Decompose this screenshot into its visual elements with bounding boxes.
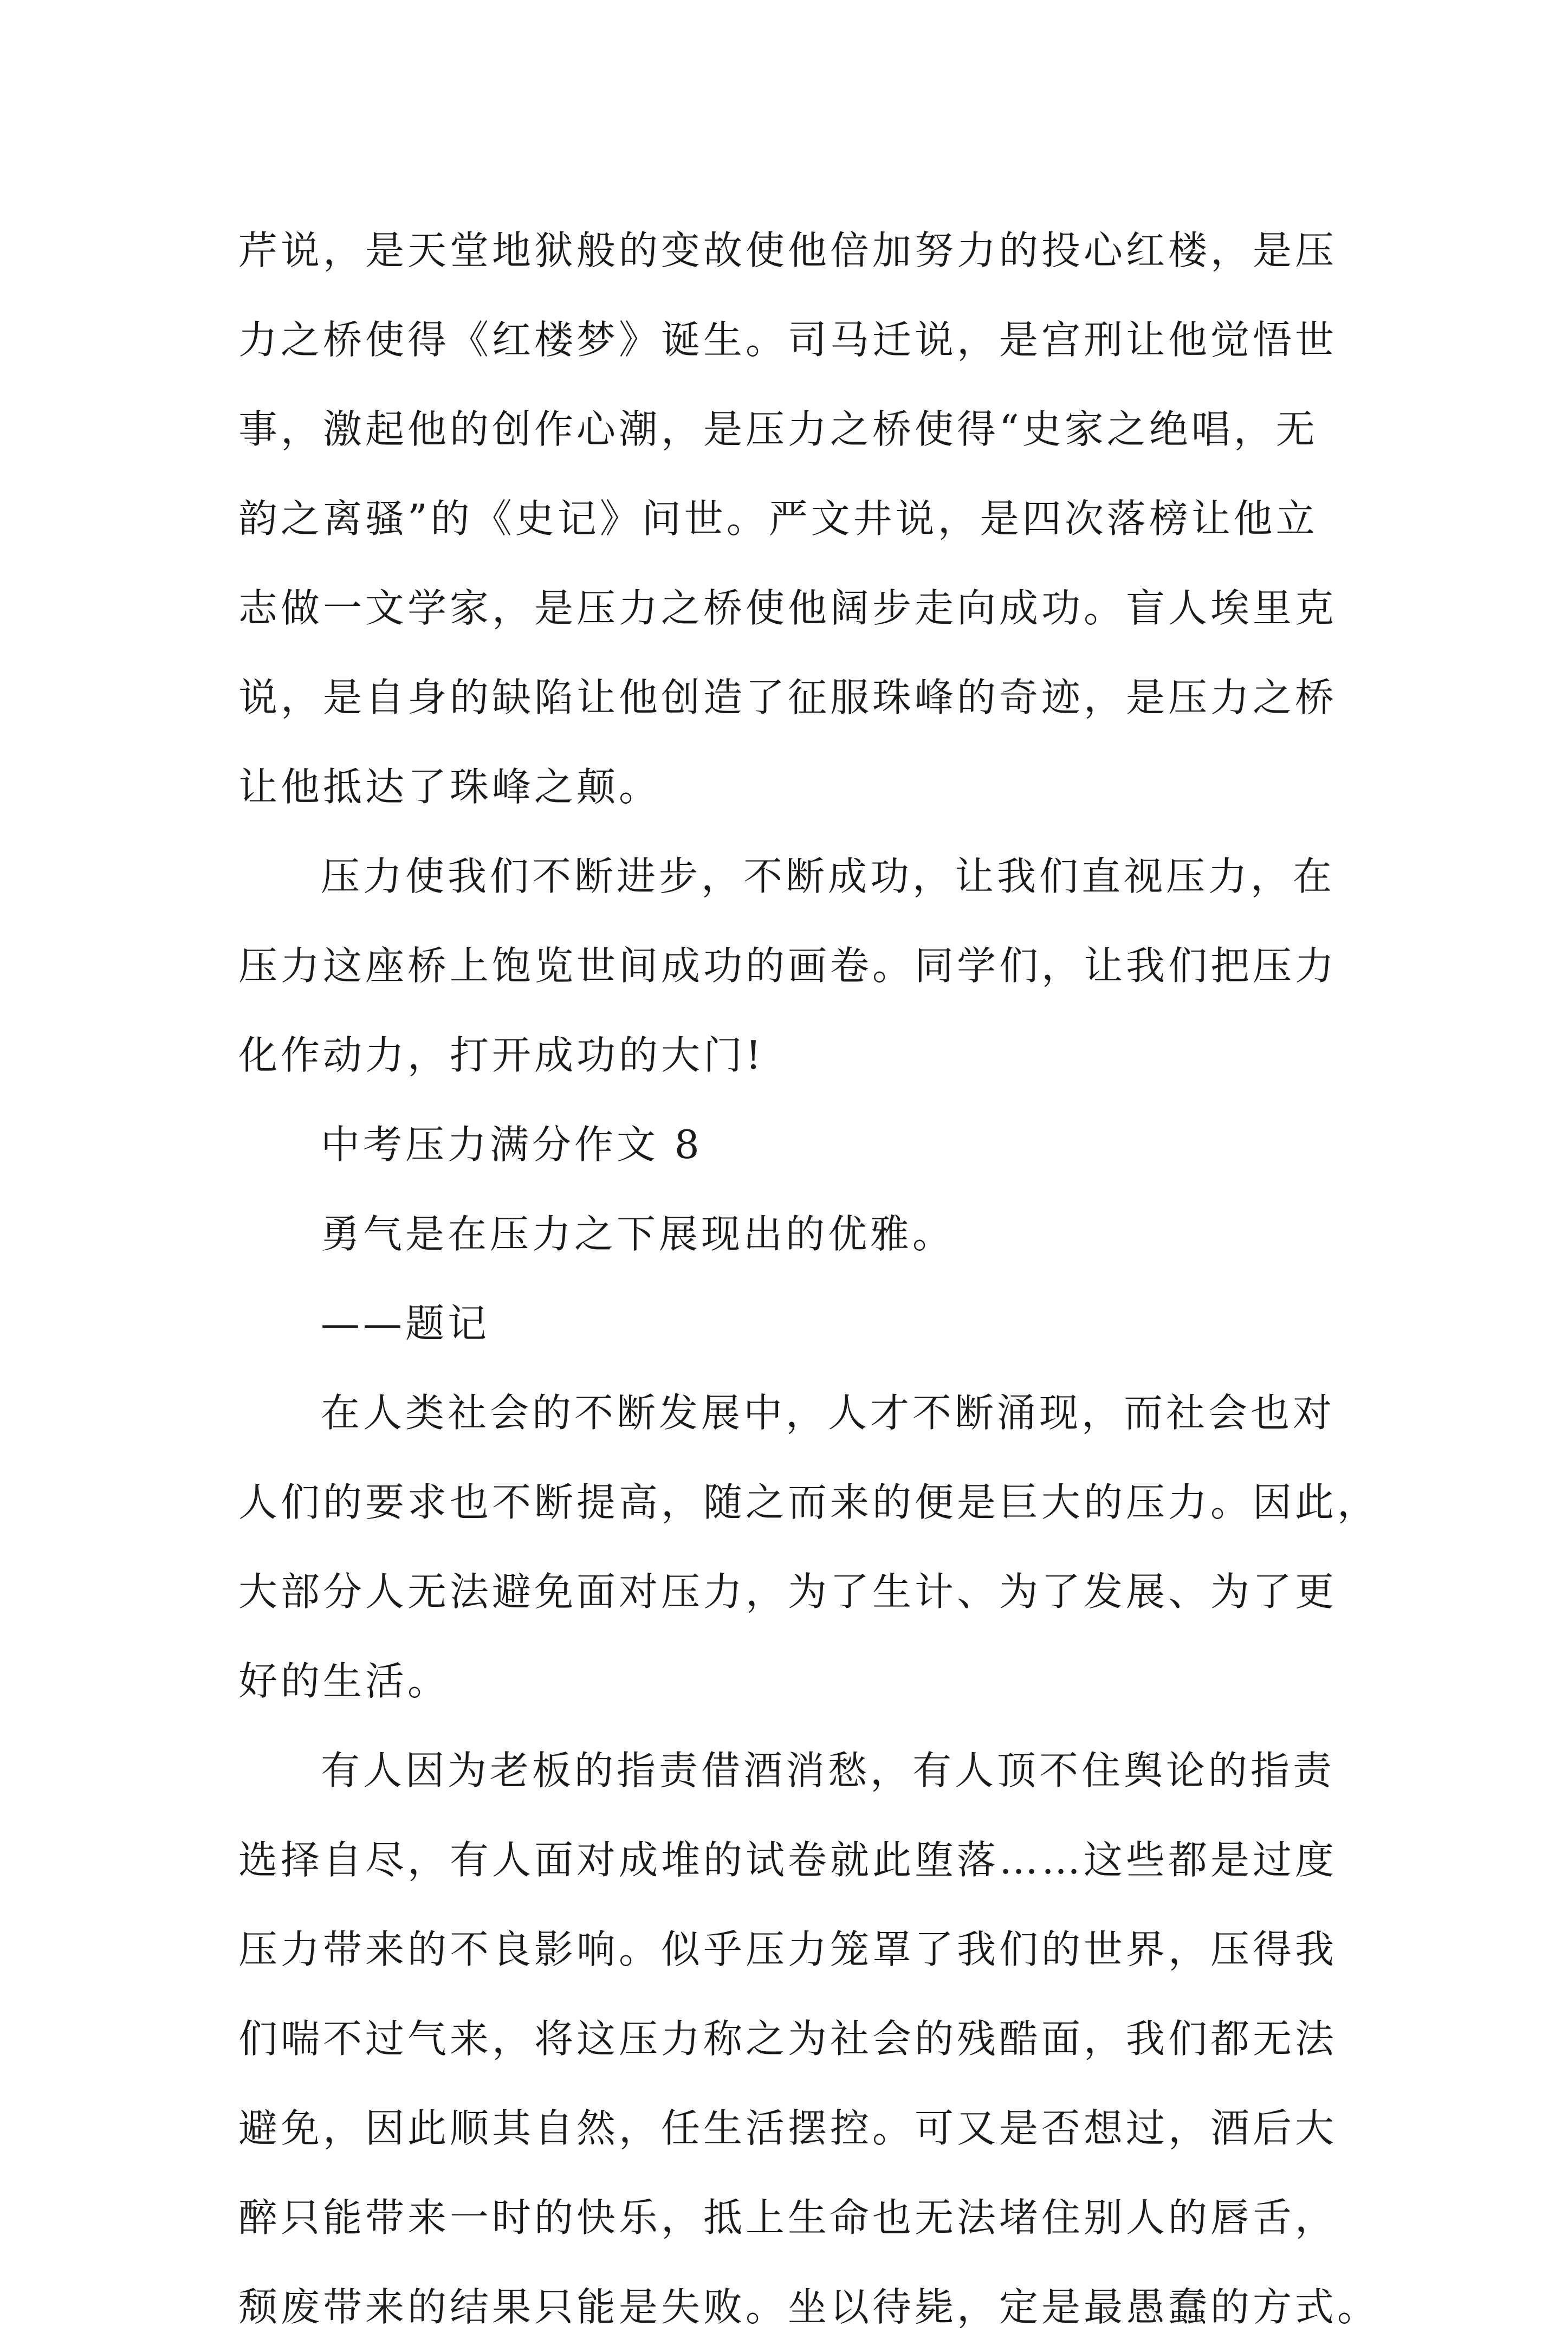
section-title: 中考压力满分作文 8 [321,1122,703,1167]
text-line: 避免，因此顺其自然，任生活摆控。可又是否想过，酒后大 [238,2105,1338,2151]
text-line: 醉只能带来一时的快乐，抵上生命也无法堵住别人的唇舌， [238,2195,1338,2240]
text-line: 人们的要求也不断提高，随之而来的便是巨大的压力。因此， [238,1479,1380,1525]
text-line: 大部分人无法避免面对压力，为了生计、为了发展、为了更 [238,1569,1338,1614]
text-line: 韵之离骚”的《史记》问世。严文井说，是四次落榜让他立 [238,496,1318,541]
text-line: 力之桥使得《红楼梦》诞生。司马迁说，是宫刑让他觉悟世 [238,317,1338,363]
text-line: 压力带来的不良影响。似乎压力笼罩了我们的世界，压得我 [238,1927,1338,1972]
text-line: 们喘不过气来，将这压力称之为社会的残酷面，我们都无法 [238,2016,1338,2062]
text-line: 好的生活。 [238,1658,450,1704]
paragraph-start-line: 压力使我们不断进步，不断成功，让我们直视压力，在 [321,854,1336,899]
text-line: 颓废带来的结果只能是失败。坐以待毙，定是最愚蠢的方式。 [238,2284,1380,2330]
text-line: 芹说，是天堂地狱般的变故使他倍加努力的投心红楼，是压 [238,228,1338,273]
paragraph-start-line: 在人类社会的不断发展中，人才不断涌现，而社会也对 [321,1390,1336,1436]
text-line: 让他抵达了珠峰之颠。 [238,764,662,810]
text-line: 志做一文学家，是压力之桥使他阔步走向成功。盲人埃里克 [238,585,1338,631]
text-line: 事，激起他的创作心潮，是压力之桥使得“史家之绝唱，无 [238,406,1318,452]
document-body [238,206,1380,2352]
text-line: 说，是自身的缺陷让他创造了征服珠峰的奇迹，是压力之桥 [238,675,1338,720]
text-line: 压力这座桥上饱览世间成功的画卷。同学们，让我们把压力 [238,943,1338,988]
text-line: 化作动力，打开成功的大门! [238,1032,764,1078]
paragraph-start-line: 有人因为老板的指责借酒消愁，有人顶不住舆论的指责 [321,1748,1336,1793]
epigraph: 勇气是在压力之下展现出的优雅。 [321,1211,955,1257]
epigraph-attribution: ——题记 [321,1301,490,1346]
text-line: 选择自尽，有人面对成堆的试卷就此堕落……这些都是过度 [238,1837,1338,1883]
